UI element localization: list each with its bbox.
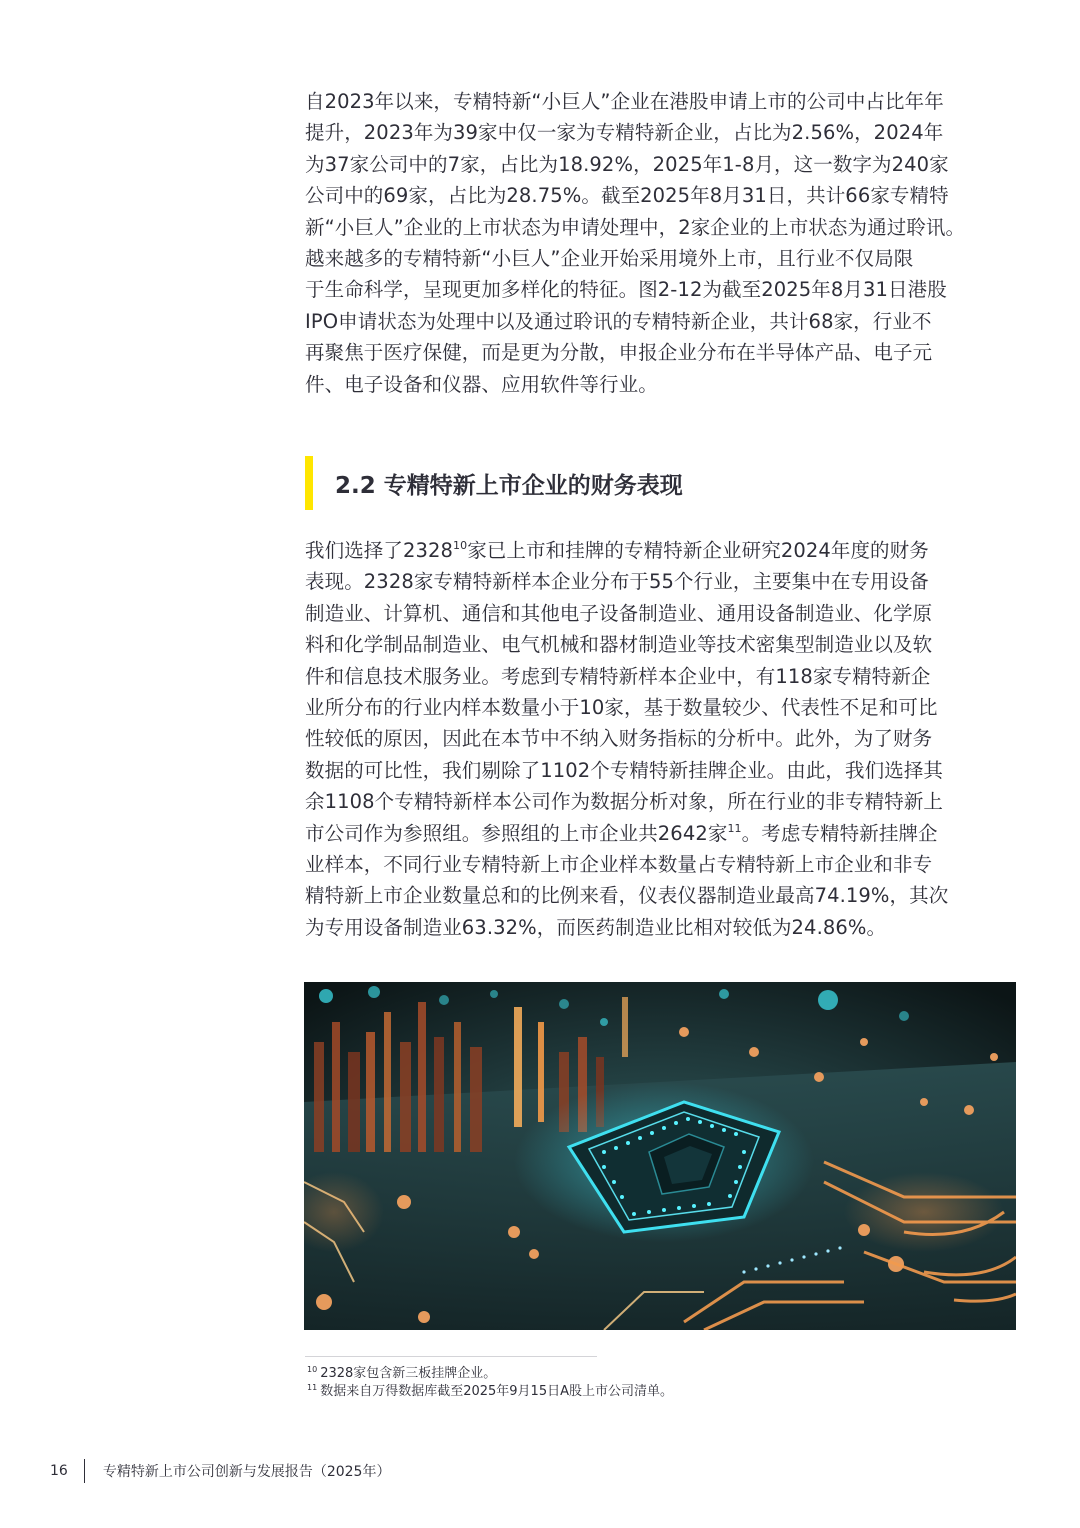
section-title: 2.2 专精特新上市企业的财务表现 bbox=[335, 472, 683, 499]
paragraph-text: 家已上市和挂牌的专精特新企业研究2024年度的财务 bbox=[467, 539, 929, 562]
paragraph-line: 精特新上市企业数量总和的比例来看，仪表仪器制造业最高74.19%，其次 bbox=[305, 884, 949, 908]
paragraph-line: 件和信息技术服务业。考虑到专精特新样本企业中，有118家专精特新企 bbox=[305, 664, 931, 688]
financial-paragraph bbox=[305, 535, 1020, 943]
paragraph-line: 料和化学制品制造业、电气机械和器材制造业等技术密集型制造业以及软 bbox=[305, 633, 933, 657]
paragraph-line: 新“小巨人”企业的上市状态为申请处理中，2家企业的上市状态为通过聆讯。 bbox=[305, 215, 966, 239]
footnote-11 bbox=[307, 1384, 673, 1400]
paragraph-text: 。考虑专精特新挂牌企 bbox=[741, 821, 938, 845]
report-title: 专精特新上市公司创新与发展报告（2025年） bbox=[102, 1464, 391, 1480]
footer-divider bbox=[84, 1459, 85, 1483]
paragraph-line: 表现。2328家专精特新样本企业分布于55个行业，主要集中在专用设备 bbox=[305, 570, 929, 594]
paragraph-text: 我们选择了2328 bbox=[305, 539, 454, 562]
paragraph-line: 自2023年以来，专精特新“小巨人”企业在港股申请上市的公司中占比年年 bbox=[305, 90, 944, 113]
paragraph-line: 件、电子设备和仪器、应用软件等行业。 bbox=[305, 372, 658, 396]
paragraph-line: 制造业、计算机、通信和其他电子设备制造业、通用设备制造业、化学原 bbox=[305, 601, 933, 625]
paragraph-line: 业样本，不同行业专精特新上市企业样本数量占专精特新上市企业和非专 bbox=[305, 853, 933, 877]
footnote-text: 2328家包含新三板挂牌企业。 bbox=[320, 1366, 497, 1381]
paragraph-line: 为37家公司中的7家，占比为18.92%，2025年1-8月，这一数字为240家 bbox=[305, 152, 949, 176]
paragraph-line: 提升，2023年为39家中仅一家为专精特新企业，占比为2.56%，2024年 bbox=[305, 121, 944, 145]
paragraph-line bbox=[305, 818, 1020, 849]
paragraph-line: 再聚焦于医疗保健，而是更为分散，申报企业分布在半导体产品、电子元 bbox=[305, 341, 933, 365]
footnote-text: 数据来自万得数据库截至2025年9月15日A股上市公司清单。 bbox=[320, 1384, 673, 1399]
paragraph-line bbox=[305, 535, 1020, 566]
paragraph-text: 市公司作为参照组。参照组的上市企业共2642家 bbox=[305, 821, 728, 845]
heading-accent-bar bbox=[305, 456, 313, 510]
footnote-ref-11[interactable]: 11 bbox=[727, 821, 742, 835]
paragraph-line: IPO申请状态为处理中以及通过聆讯的专精特新企业，共计68家，行业不 bbox=[305, 309, 932, 333]
paragraph-line: 余1108个专精特新样本公司作为数据分析对象，所在行业的非专精特新上 bbox=[305, 790, 944, 814]
footnote-10 bbox=[307, 1366, 496, 1382]
paragraph-line: 公司中的69家，占比为28.75%。截至2025年8月31日，共计66家专精特 bbox=[305, 184, 949, 208]
section-heading bbox=[305, 456, 683, 510]
footnote-ref-10[interactable]: 10 bbox=[453, 539, 468, 552]
footnote-marker: 11 bbox=[307, 1383, 318, 1392]
paragraph-line: 为专用设备制造业63.32%，而医药制造业比相对较低为24.86%。 bbox=[305, 915, 887, 939]
paragraph-line: 性较低的原因，因此在本节中不纳入财务指标的分析中。此外，为了财务 bbox=[305, 727, 933, 751]
paragraph-line: 业所分布的行业内样本数量小于10家，基于数量较少、代表性不足和可比 bbox=[305, 696, 938, 720]
paragraph-line: 数据的可比性，我们剔除了1102个专精特新挂牌企业。由此，我们选择其 bbox=[305, 758, 944, 782]
footnote-divider bbox=[305, 1356, 597, 1357]
footnote-marker: 10 bbox=[307, 1365, 318, 1374]
page-footer bbox=[50, 1458, 390, 1484]
circuit-board-chip-icon bbox=[304, 982, 1016, 1330]
paragraph-line: 越来越多的专精特新“小巨人”企业开始采用境外上市，且行业不仅局限 bbox=[305, 247, 914, 271]
circuit-board-image bbox=[304, 982, 1016, 1330]
paragraph-line: 于生命科学，呈现更加多样化的特征。图2-12为截至2025年8月31日港股 bbox=[305, 278, 947, 302]
intro-paragraph bbox=[305, 86, 1020, 400]
page-number: 16 bbox=[50, 1463, 68, 1479]
